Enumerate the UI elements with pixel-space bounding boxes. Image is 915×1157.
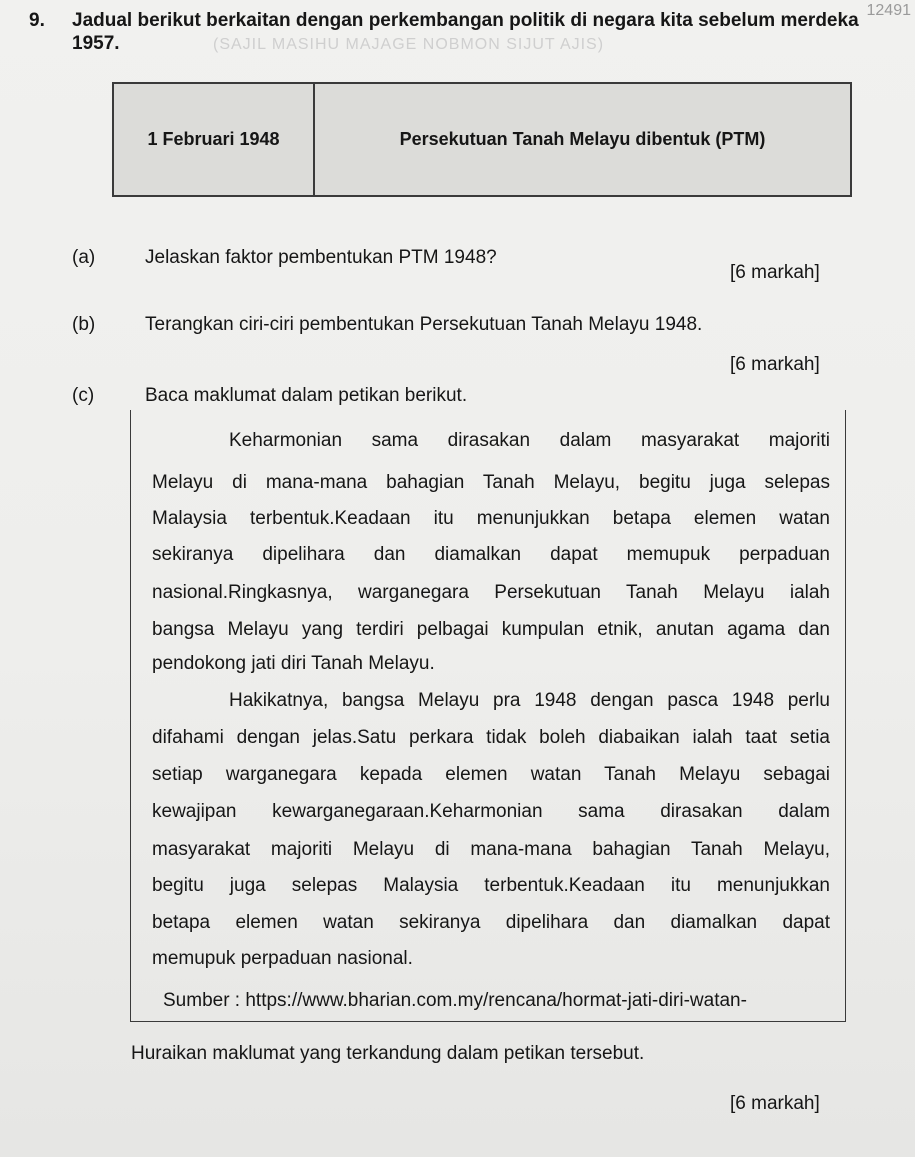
passage-line: masyarakat majoriti Melayu di mana-mana bahagian Tanah Melayu,: [152, 839, 830, 860]
part-b-marks: [6 markah]: [730, 354, 820, 375]
part-b-question: Terangkan ciri-ciri pembentukan Persekutuan Tanah Melayu 1948.: [145, 314, 703, 335]
passage-line: Hakikatnya, bangsa Melayu pra 1948 dengan pasca 1948 perlu: [229, 690, 830, 711]
part-c-marks: [6 markah]: [730, 1093, 820, 1114]
table-event-cell: Persekutuan Tanah Melayu dibentuk (PTM): [314, 83, 851, 196]
passage-line: pendokong jati diri Tanah Melayu.: [152, 653, 435, 674]
passage-line: memupuk perpaduan nasional.: [152, 948, 413, 969]
passage-line: difahami dengan jelas.Satu perkara tidak boleh diabaikan ialah taat setia: [152, 727, 830, 748]
page-number-corner: 12491: [866, 2, 911, 19]
part-b-label: (b): [72, 314, 96, 335]
part-a-label: (a): [72, 247, 96, 268]
passage-line: bangsa Melayu yang terdiri pelbagai kumpulan etnik, anutan agama dan: [152, 619, 830, 640]
faded-stamp: (SAJIL MASIHU MAJAGE NOBMON SIJUT AJIS): [213, 36, 605, 53]
timeline-table: [112, 82, 852, 197]
table-date-cell: 1 Februari 1948: [113, 83, 314, 196]
table-row: [113, 83, 851, 196]
passage-line: Malaysia terbentuk.Keadaan itu menunjukkan betapa elemen watan: [152, 508, 830, 529]
question-intro-line1: Jadual berikut berkaitan dengan perkembangan politik di negara kita sebelum merdeka: [72, 10, 859, 31]
passage-source: Sumber : https://www.bharian.com.my/rencana/hormat-jati-diri-watan-: [163, 990, 747, 1011]
part-a-question: Jelaskan faktor pembentukan PTM 1948?: [145, 247, 497, 268]
part-c-instruction: Huraikan maklumat yang terkandung dalam petikan tersebut.: [131, 1043, 645, 1064]
passage-line: nasional.Ringkasnya, warganegara Persekutuan Tanah Melayu ialah: [152, 582, 830, 603]
passage-line: Keharmonian sama dirasakan dalam masyarakat majoriti: [229, 430, 830, 451]
passage-line: Melayu di mana-mana bahagian Tanah Melayu, begitu juga selepas: [152, 472, 830, 493]
passage-line: sekiranya dipelihara dan diamalkan dapat memupuk perpaduan: [152, 544, 830, 565]
part-c-label: (c): [72, 385, 95, 406]
passage-line: betapa elemen watan sekiranya dipelihara dan diamalkan dapat: [152, 912, 830, 933]
passage-line: begitu juga selepas Malaysia terbentuk.Keadaan itu menunjukkan: [152, 875, 830, 896]
part-c-question: Baca maklumat dalam petikan berikut.: [145, 385, 468, 406]
passage-line: setiap warganegara kepada elemen watan Tanah Melayu sebagai: [152, 764, 830, 785]
part-a-marks: [6 markah]: [730, 262, 820, 283]
question-number: 9.: [29, 10, 45, 31]
passage-line: kewajipan kewarganegaraan.Keharmonian sama dirasakan dalam: [152, 801, 830, 822]
question-intro-line2: 1957.: [72, 33, 120, 54]
